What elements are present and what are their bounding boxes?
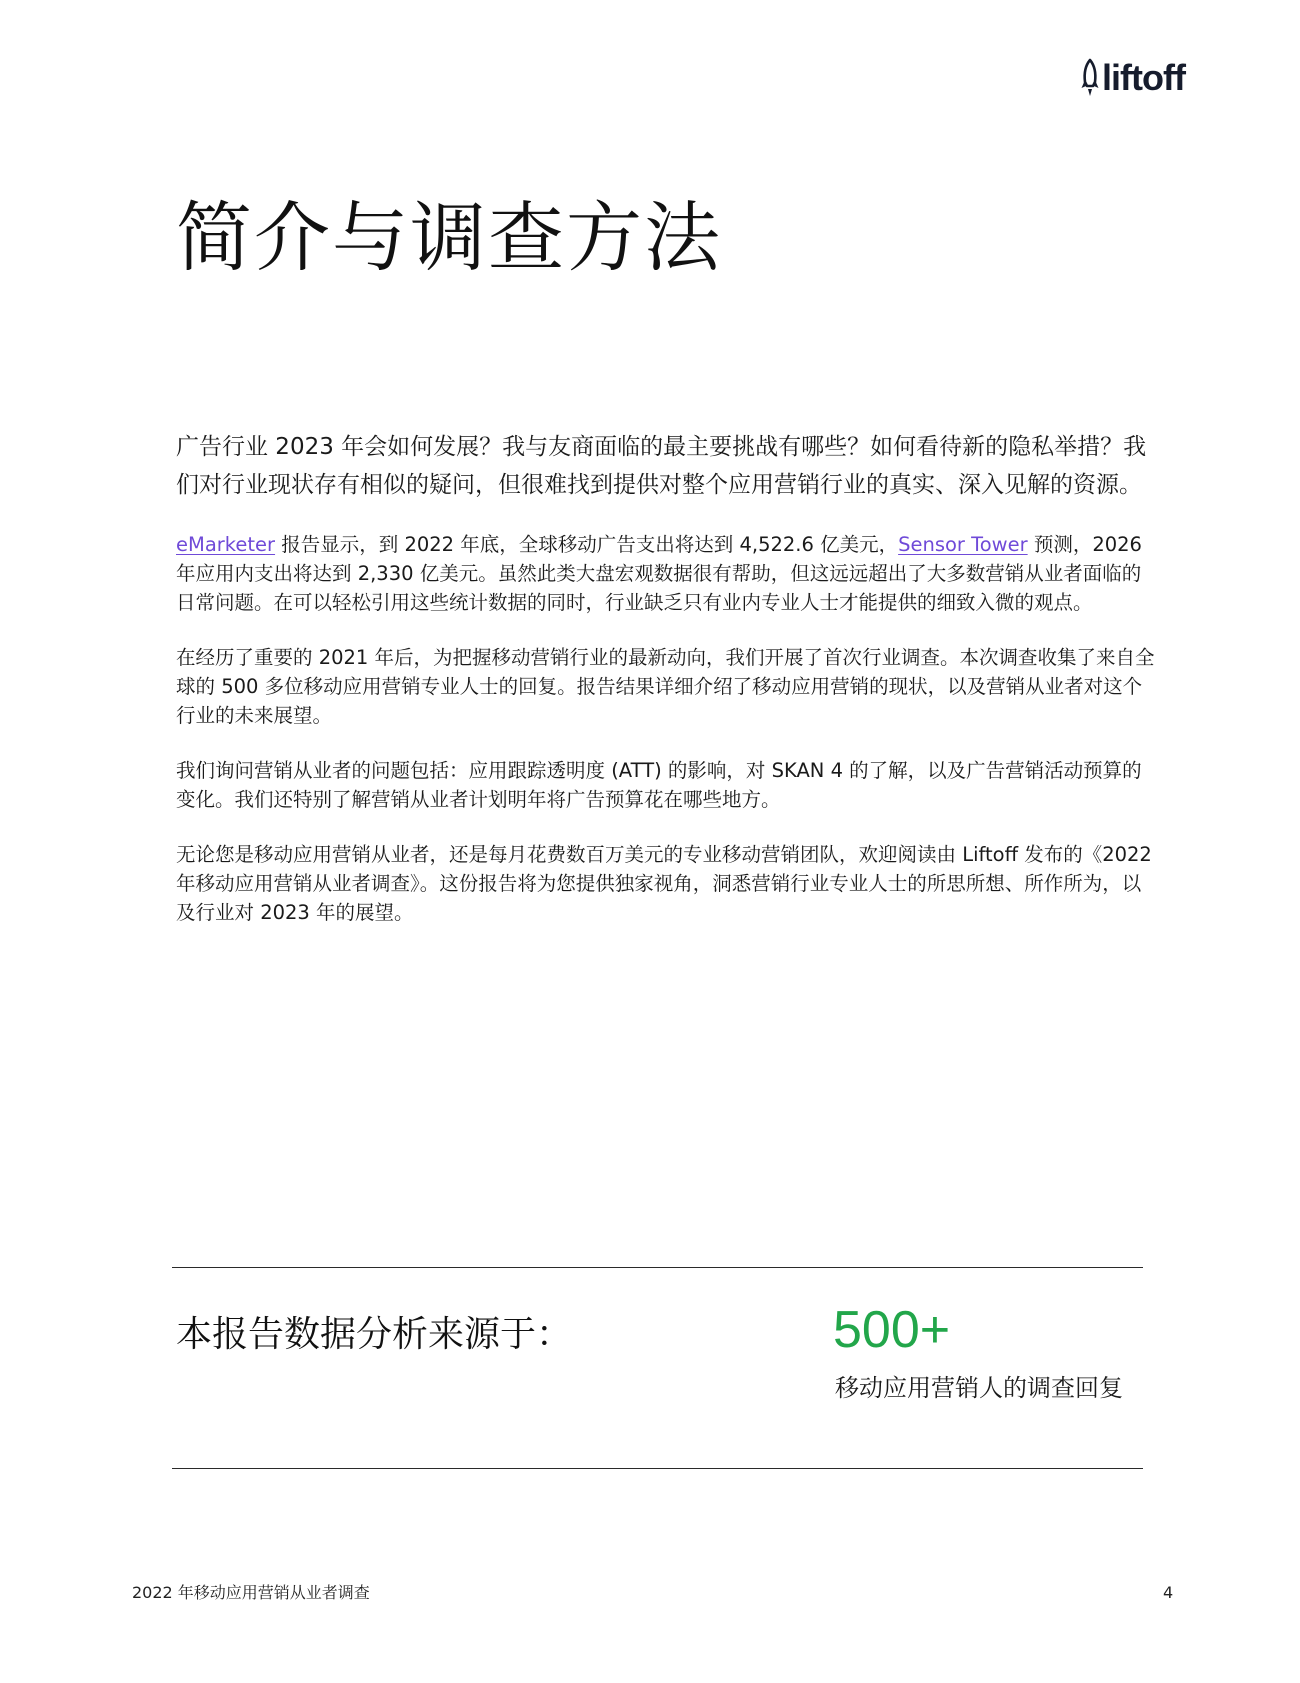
emarketer-link[interactable]: eMarketer — [176, 533, 276, 556]
footer-report-name: 2022 年移动应用营销从业者调查 — [132, 1583, 370, 1602]
divider-top — [172, 1267, 1143, 1268]
paragraph-1 — [176, 530, 1156, 617]
page-title: 简介与调查方法 — [176, 193, 722, 282]
divider-bottom — [172, 1468, 1143, 1469]
paragraph-1-text-a: 报告显示，到 2022 年底，全球移动广告支出将达到 4,522.6 亿美元， — [275, 533, 899, 556]
stat-caption: 移动应用营销人的调查回复 — [835, 1374, 1123, 1402]
paragraph-2: 在经历了重要的 2021 年后，为把握移动营销行业的最新动向，我们开展了首次行业调查。本次调查收集了来自全球的 500 多位移动应用营销专业人士的回复。报告结果详细介绍了移动应用营销的现状，以及营销从业者对这个行业的未来展望。 — [176, 646, 1155, 727]
brand-logo — [1080, 58, 1185, 98]
paragraph-3: 我们询问营销从业者的问题包括：应用跟踪透明度 (ATT) 的影响，对 SKAN 4 的了解，以及广告营销活动预算的变化。我们还特别了解营销从业者计划明年将广告预算花在哪些地方。 — [176, 759, 1142, 811]
page-number: 4 — [1163, 1583, 1174, 1602]
rocket-icon — [1080, 58, 1100, 98]
paragraph-1-text-b: 预测，2026 年应用内支出将达到 2,330 亿美元。虽然此类大盘宏观数据很有帮助，但这远远超出了大多数营销从业者面临的日常问题。在可以轻松引用这些统计数据的同时，行业缺乏只有业内专业人士才能提供的细致入微的观点。 — [176, 533, 1142, 614]
intro-section — [176, 428, 1156, 953]
lead-paragraph: 广告行业 2023 年会如何发展？我与友商面临的最主要挑战有哪些？如何看待新的隐私举措？我们对行业现状存有相似的疑问，但很难找到提供对整个应用营销行业的真实、深入见解的资源。 — [176, 434, 1147, 498]
stat-number: 500+ — [833, 1301, 951, 1359]
sensor-tower-link[interactable]: Sensor Tower — [898, 533, 1028, 556]
brand-name: liftoff — [1102, 57, 1185, 98]
paragraph-4: 无论您是移动应用营销从业者，还是每月花费数百万美元的专业移动营销团队，欢迎阅读由 Liftoff 发布的《2022 年移动应用营销从业者调查》。这份报告将为您提供独家视角，洞悉营销行业专业人士的所思所想、所作所为，以及行业对 2023 年的展望。 — [176, 843, 1152, 924]
stat-label: 本报告数据分析来源于： — [176, 1314, 573, 1355]
